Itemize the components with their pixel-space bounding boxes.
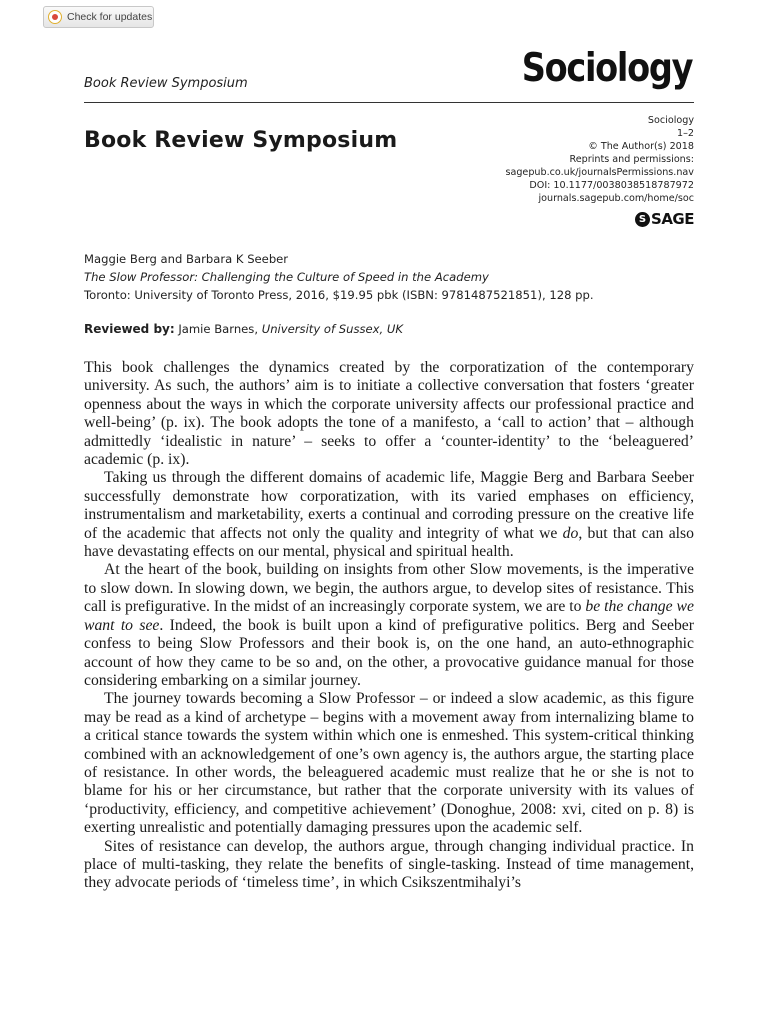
meta-journal-link[interactable]: journals.sagepub.com/home/soc [538,193,694,204]
paragraph-4: The journey towards becoming a Slow Professor – or indeed a slow academic, as this figure may be read as a kind of archetype – begins with a movement away from internalizing blame to a critical stance towards the system within which one is enmeshed. This system-critical thinking combined with an acknowledgement of one’s own agency is, the authors argue, the starting place of resistance. In other words, the beleaguered academic must realize that he or she is not to blame for his or her circumstance, but rather that the corporate university with its values of ‘productivity, efficiency, and competitive achievement’ (Donoghue, 2008: xvi, cited on p. 8) is exerting unrealistic and potentially damaging pressures upon the academic self. [84,690,694,837]
meta-journal: Sociology [647,115,694,126]
book-citation [84,250,594,304]
sage-logo-text: SAGE [651,210,694,228]
reviewer-line [84,322,403,336]
update-badge-icon [48,10,62,24]
check-for-updates-button[interactable] [43,6,154,28]
reviewer-affiliation: University of Sussex, UK [261,322,403,336]
meta-reprints: Reprints and permissions: [569,154,694,165]
running-head: Book Review Symposium [84,76,248,91]
meta-permissions-link[interactable]: sagepub.co.uk/journalsPermissions.nav [505,167,694,178]
paragraph-3: At the heart of the book, building on insights from other Slow movements, is the imperative to slow down. In slowing down, we begin, the authors argue, to develop sites of resistance. This call is prefigurative. In the midst of an increasingly corporate system, we are to be the change we want to see. Indeed, the book is built upon a kind of prefigurative politics. Berg and Seeber confess to being Slow Professors and their book is, on the one hand, an auto-ethnographic account of how they came to be so and, on the other, a provocative guidance manual for those considering embarking on a similar journey. [84,561,694,689]
book-title: The Slow Professor: Challenging the Culture of Speed in the Academy [84,270,489,284]
reviewer-label: Reviewed by: [84,322,175,336]
meta-copyright: © The Author(s) 2018 [588,141,694,152]
paragraph-1: This book challenges the dynamics created by the corporatization of the contemporary university. As such, the authors’ aim is to initiate a collective conversation that fosters ‘greater openness about the ways in which the corporate university affects our professional practice and well-being’ (p. ix). The book adopts the tone of a manifesto, a ‘call to action’ that – although admittedly ‘idealistic in nature’ – seeks to offer a ‘counter-identity’ to the ‘beleaguered’ academic (p. ix). [84,359,694,469]
book-details: Toronto: University of Toronto Press, 2016, $19.95 pbk (ISBN: 9781487521851), 128 pp. [84,288,594,302]
meta-pages: 1–2 [676,128,694,139]
header-divider [84,102,694,103]
article-title: Book Review Symposium [84,128,398,153]
book-authors: Maggie Berg and Barbara K Seeber [84,252,289,266]
paragraph-5: Sites of resistance can develop, the authors argue, through changing individual practice. In place of multi-tasking, they relate the benefits of single-tasking. Instead of time management, they advocate periods of ‘timeless time’, in which Csikszentmihalyi’s [84,837,694,892]
sage-logo [635,210,694,228]
check-for-updates-label: Check for updates [67,11,153,23]
review-body [84,359,694,893]
article-metadata [505,114,694,205]
paragraph-2: Taking us through the different domains of academic life, Maggie Berg and Barbara Seeber successfully demonstrate how corporatization, with its varied emphases on efficiency, instrumentalism and marketability, exerts a continual and corroding pressure on the creative life of the academic that affects not only the quality and integrity of what we do, but that can also have devastating effects on our mental, physical and spiritual health. [84,469,694,561]
journal-logo: Sociology [521,46,692,91]
sage-s-icon: S [635,212,650,227]
reviewer-name: Jamie Barnes, [178,322,259,336]
meta-doi[interactable]: DOI: 10.1177/0038038518787972 [529,180,694,191]
